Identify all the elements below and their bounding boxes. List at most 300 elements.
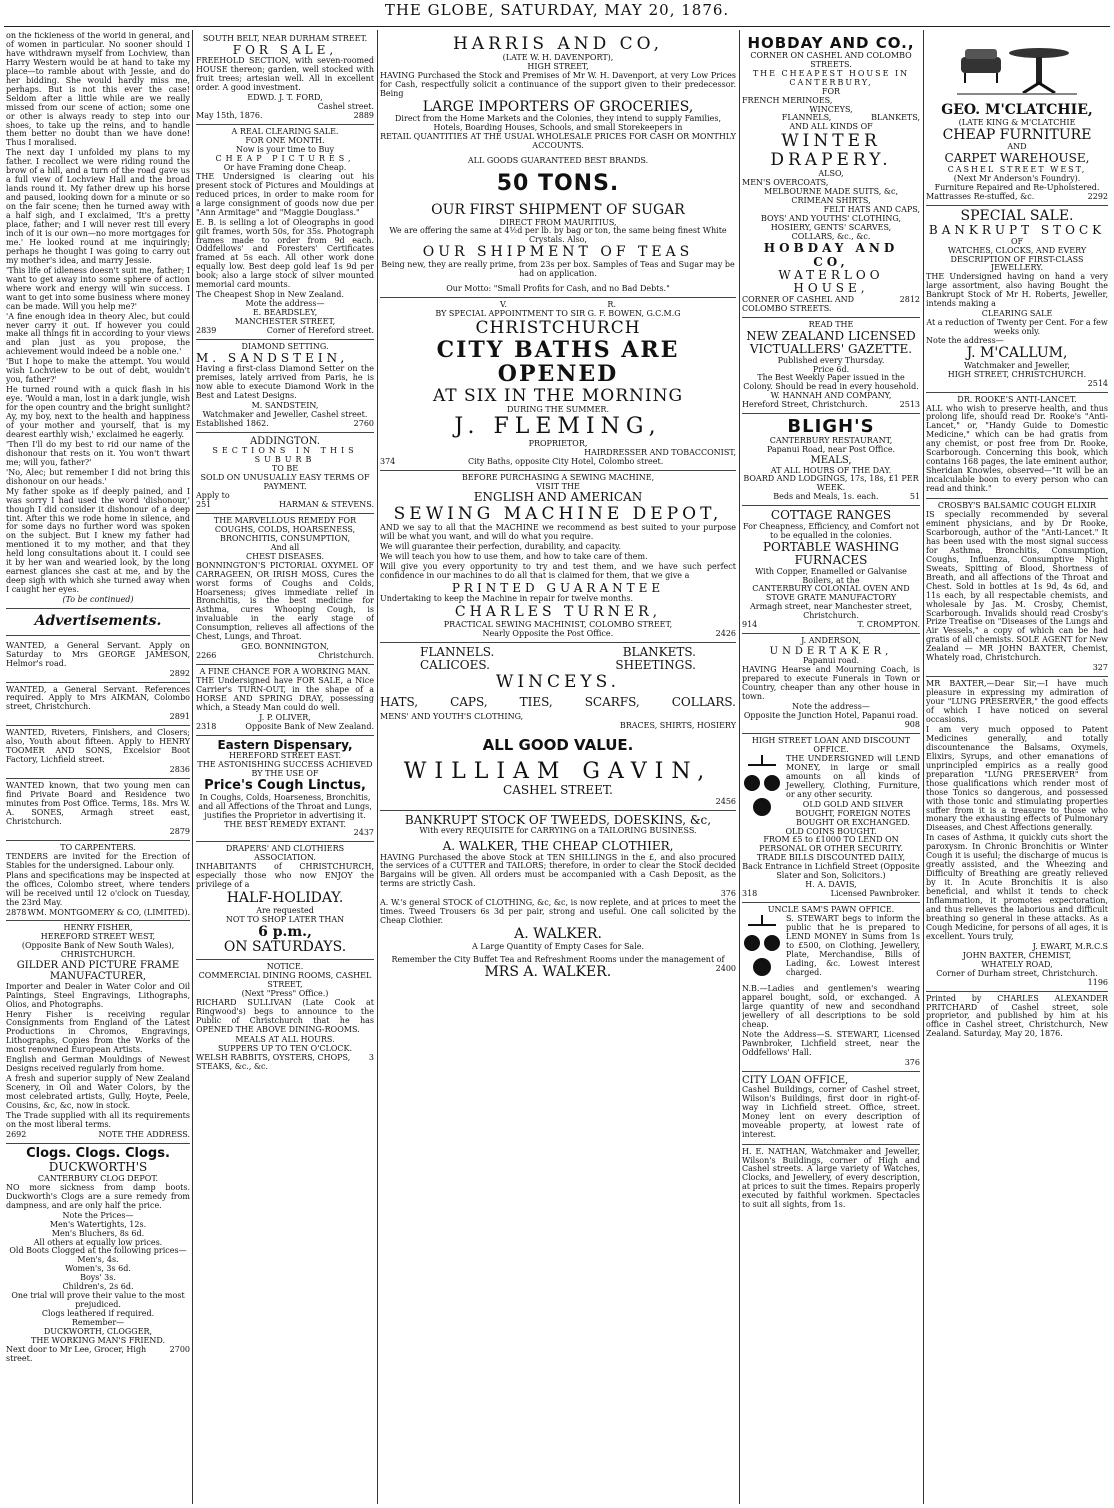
ad-subheading: CANTERBURY RESTAURANT, [769, 436, 893, 446]
ad-text: Price 6d. [812, 364, 850, 374]
ad-signature: EDWD. J. T. FORD, [247, 93, 323, 103]
ad-text: OLD GOLD AND SILVER BOUGHT, FOREIGN NOTES BOUGHT OR EXCHANGED. [795, 799, 911, 827]
ad-number: 908 [904, 720, 920, 730]
ad-drapers-association [196, 842, 374, 960]
ad-heading: DIAMOND SETTING. [241, 341, 329, 351]
ad-number: 2513 [899, 400, 920, 410]
ad-signature: JOHN BAXTER, CHEMIST, [962, 950, 1072, 960]
column-divider [739, 30, 740, 1504]
ad-subheading: LARGE IMPORTERS OF GROCERIES, [422, 98, 694, 115]
ad-text: BOARD AND LODGINGS, 17s, 18s, £1 PER WEEK. [743, 474, 919, 493]
ad-text: BEFORE PURCHASING A SEWING MACHINE, [461, 472, 655, 482]
ad-number: 2437 [353, 828, 374, 838]
ad-number: 251 [196, 499, 212, 509]
ad-text: Will give you every opportunity to try and test them, and we have such perfect confidence in our machines to do all that is claimed for them, that we give a [380, 561, 736, 580]
ad-rookes-anti-lancet [926, 393, 1108, 499]
ad-undertaker [742, 634, 920, 734]
ad-item: TIES, [519, 694, 553, 709]
ad-text: Being new, they are really prime, from 23s per box. Samples of Teas and Sugar may be had on application. [381, 260, 735, 279]
ad-text: THE Undersigned having on hand a very large assortment, also having Bought the Bankrupt Stock of Mr H. Roberts, Jeweller, intends making a [926, 272, 1108, 309]
ad-subheading: PORTABLE WASHING FURNACES [762, 539, 900, 568]
ad-text: S. STEWART begs to inform the public that he is prepared to LEND MONEY in Sums from 1s to £500, on Clothing, Jewellery, Plate, Merchandise, Bills of Lading, &c. Lowest interest charged. [786, 914, 920, 977]
column-2 [196, 32, 374, 1502]
ad-address: HEREFORD STREET EAST. [229, 751, 341, 761]
ad-address: HEREFORD STREET WEST, [40, 932, 156, 942]
ad-number: 2891 [169, 712, 190, 722]
ad-signature: H. A. DAVIS, [805, 880, 857, 890]
story-paragraph: 'But I hope to make the attempt. You would wish Lochview to be out of debt, wouldn't you, father?' [6, 357, 190, 385]
ad-loan-office [742, 734, 920, 903]
ad-nathan-jeweller [742, 1145, 920, 1215]
ad-text: Now is your time to Buy [235, 144, 335, 154]
ad-fine-chance [196, 665, 374, 736]
ad-text: FOR [821, 86, 841, 96]
ad-crosbys-elixir [926, 499, 1108, 677]
ad-signature: J. FLEMING, [454, 414, 662, 440]
ad-text: With every REQUISITE for CARRYING on a TAILORING BUSINESS. [419, 826, 697, 836]
ad-text: Having a first-class Diamond Setter on the premises, lately arrived from Paris, he is now able to execute Diamond Work in the Best and Latest Designs. [196, 364, 374, 401]
ad-number: 914 [742, 620, 758, 630]
ad-sewing-machine-depot [380, 471, 736, 643]
ad-address: Next door to Mr Lee, Grocer, High street. [6, 1344, 147, 1363]
ad-text: Furniture Repaired and Re-Upholstered. [934, 182, 1100, 192]
ad-text: THE BEST REMEDY EXTANT. [224, 819, 346, 829]
ad-text: FREEHOLD SECTION, with seven-roomed HOUSE thereon; garden, well stocked with fruit trees; artesian well. All in excellent order. A good investment. [196, 56, 374, 93]
ad-text: HAVING Purchased the Stock and Premises of Mr W. H. Davenport, at very Low Prices for Cash, respectfully solicit a continuance of the support given to their predecessor. Being [380, 70, 736, 98]
ad-heading: HOBDAY AND CO., [747, 34, 915, 52]
ad-item: MEN'S OVERCOATS, [742, 178, 829, 188]
story-paragraph: on the fickleness of the world in general, and of women in particular. No sooner should I have withdrawn myself from Lochview, than Harry Western would be at hand to take my place—to ramble about with Jessie, and do her bidding. She would hardly miss me, perhaps. But is not this ever the case! Seldom after a little while are we really missed from our scene of action; some one or other is always ready to step into our shoes, to take up the reins, and to handle them better no doubt than we have done! Thus I moralised. [6, 32, 190, 148]
ad-heading: BLIGH'S [787, 416, 875, 438]
ad-text: English and German Mouldings of Newest Designs received regularly from home. [6, 1055, 190, 1074]
ad-text: With Copper, Enamelled or Galvanise Boilers, at the [755, 566, 907, 585]
ad-blighs-restaurant [742, 414, 920, 506]
ad-address: Corner of Hereford street. [266, 326, 374, 336]
ad-motto: Our Motto: "Small Profits for Cash, and no Bad Debts." [446, 283, 670, 293]
ad-heading: UNCLE SAM'S PAWN OFFICE. [767, 905, 895, 915]
pawnbroker-balls-icon [742, 755, 782, 825]
ad-heading: SEWING MACHINE DEPOT, [393, 503, 723, 524]
ad-text: MENS' AND YOUTH'S CLOTHING, [380, 711, 524, 721]
ad-heading: DRAPERS' AND CLOTHIERS ASSOCIATION. [225, 844, 345, 863]
ad-text: In cases of Asthma, it quickly cuts short the paroxysm. In Chronic Bronchitis or Winter Cough it is useful; the discharge of mucus is greatly assisted, and the Wheezing and Difficulty of Breathing are greatly relieved by it. In Acute Bronchitis it is also beneficial, and whilst it tends to check Inflammation, it promotes expectoration, and thus relieves the laborious and difficult breathing so general in these attacks. As a Cough Medicine, for persons of all ages, it is excellent. Yours truly, [926, 833, 1108, 941]
ad-item: CAPS, [450, 694, 488, 709]
ad-number: 318 [742, 889, 758, 899]
ad-text: Beds and Meals, 1s. each. [773, 492, 879, 502]
ad-signature: E. BEARDSLEY, [252, 308, 318, 318]
ad-item: HATS, [380, 694, 419, 709]
ad-bonnington [196, 514, 374, 665]
ad-address: Note the Address—S. STEWART, Licensed Pawnbroker, Lichfield street, near the Oddfellows' Hall. [742, 1029, 920, 1057]
ad-text: DURING THE SUMMER. [507, 405, 609, 415]
ad-subheading: CHRISTCHURCH [475, 317, 641, 338]
ad-address: City Baths, opposite City Hotel, Colombo street. [467, 456, 664, 466]
ad-address: Hereford Street, Christchurch. [742, 400, 868, 410]
ad-subheading: ENGLISH AND AMERICAN [473, 490, 643, 505]
ad-text: E. B. is selling a lot of Oleographs in good gilt frames, worth 50s, for 35s. Photograph frames made to order from 9d each. Oddfellows' and Foresters' Certificates framed at 5s each. All other work done equally low. Best deep gold leaf 1s 9d per book; also a large stock of silver mounted memorial card mounts. [196, 217, 374, 290]
ad-item: MELBOURNE MADE SUITS, &c, [764, 187, 898, 197]
ad-address: CORNER ON CASHEL AND COLOMBO STREETS. [750, 50, 912, 69]
ad-text: THE ASTONISHING SUCCESS ACHIEVED BY THE USE OF [197, 760, 373, 779]
ad-signature: HOBDAY AND CO, [763, 241, 899, 269]
ad-text: ALL who wish to preserve health, and thus prolong life, should read Dr. Rooke's "Anti-Lancet," or, "Handy Guide to Domestic Medicine," which can be had gratis from any chemist, or post free from Dr. Rooke, Scarborough. Concerning this book, which contains 168 pages, the late eminent author, Sheridan Knowles, observed—"It will be an incalculable boon to every person who can read and think." [926, 403, 1108, 494]
ad-subheading: 6 p.m., [258, 923, 312, 940]
column-divider [923, 30, 924, 1504]
ad-text: One trial will prove their value to the most prejudiced. [11, 1291, 185, 1310]
ad-heading: J. ANDERSON, [801, 636, 861, 646]
ad-address: HIGH STREET, [527, 61, 589, 71]
ad-text: BRACES, SHIRTS, HOSIERY [619, 720, 736, 730]
ad-text: Or have Framing done Cheap. [223, 162, 347, 172]
ad-subheading: CHEST DISEASES. [245, 551, 325, 561]
ad-heading: Clogs. Clogs. Clogs. [26, 1145, 170, 1161]
ad-text: Mote the address— [245, 299, 325, 309]
ad-number: 2400 [715, 963, 736, 973]
ad-number: 2839 [196, 326, 217, 336]
ad-note: NOTE THE ADDRESS. [98, 1129, 190, 1139]
ad-text: THE Undersigned have FOR SALE, a Nice Carrier's TURN-OUT, in the shape of a HORSE AND SPRING DRAY, possessing which, a Steady Man could do well. [196, 676, 374, 712]
ad-signature: J. P. OLIVER, [259, 712, 311, 722]
price-item: Men's Bluchers, 8s 6d. [51, 1228, 145, 1238]
ad-text: RETAIL QUANTITIES AT THE USUAL WHOLESALE PRICES FOR CASH OR MONTHLY ACCOUNTS. [380, 132, 736, 151]
ad-subheading: WINCEYS. [495, 671, 621, 692]
story-paragraph: My father spoke as if deeply pained, and I was sorry I had used the word 'dishonour,' though I did consider it dishonour of a deep tint. After this we rode home in silence, and for some days no further word was spoken on the subject. But I knew my father had mentioned it to my mother, and that they held long consultations about it. I could see it by her wan and wearied look, by the long earnest glances she cast at me, and by the deep sigh with which she turned away when I caught her eyes. [6, 486, 190, 595]
ad-address: Papanui road. [802, 656, 860, 666]
ad-text: Importer and Dealer in Water Color and Oil Paintings, Steel Engravings, Lithographs, Olios, and Photographs. [6, 981, 190, 1009]
ad-address: Nearly Opposite the Post Office. [482, 628, 614, 638]
ad-number: 327 [1092, 663, 1108, 673]
imprint-text: Printed by CHARLES ALEXANDER PRITCHARD of Cashel street, sole proprietor, and published by him at his office in Cashel street, Christchurch, New Zealand. Saturday, May 20, 1876. [926, 993, 1108, 1039]
story-paragraph: 'This life of idleness doesn't suit me, father; I want to get away into some sphere of action where work and energy will win success. I want to get into some business where money can be made. Will you help me?' [6, 265, 190, 311]
ad-subheading: M. SANDSTEIN, [196, 350, 349, 365]
ad-text: PROPRIETOR, [528, 438, 588, 448]
ad-subheading: COMMERCIAL DINING ROOMS, CASHEL STREET, [198, 971, 372, 990]
ad-hobday [742, 32, 920, 318]
ad-subheading: 50 TONS. [496, 171, 620, 197]
ad-subheading: ALL GOOD VALUE. [482, 735, 634, 754]
ad-signature: M. SANDSTEIN, [251, 401, 319, 411]
story-paragraph: 'A fine enough idea in theory Alec, but could never carry it out. If however you could make all things fit in according to your views and plan just as you propose, the achievement would indeed be a noble one.' [6, 311, 190, 357]
ad-number: 51 [909, 492, 920, 502]
ad-number: 2889 [353, 111, 374, 121]
ad-text: SOLD ON UNUSUALLY EASY TERMS OF PAYMENT. [200, 473, 370, 492]
ad-address: (Next Mr Anderson's Foundry). [953, 173, 1081, 183]
ad-address: WHATELY ROAD, [981, 959, 1053, 969]
ad-text: In Coughs, Colds, Hoarseness, Bronchitis, and all Affections of the Throat and Lungs, justifies the Proprietor in advertising it. [198, 792, 372, 820]
ad-subheading: OUR FIRST SHIPMENT OF SUGAR [431, 201, 685, 218]
ad-text: (LATE W. H. DAVENPORT), [502, 53, 614, 63]
ad-text: We will teach you how to use them, and how to take care of them. [380, 551, 648, 561]
ad-signature: HARMAN & STEVENS. [279, 499, 374, 509]
ad-subheading: THE CHEAPEST HOUSE IN CANTERBURY, [752, 68, 910, 87]
ad-william-gavin [380, 643, 736, 811]
ad-text: FROM £5 to £1000 TO LEND ON PERSONAL OR OTHER SECURITY. [759, 835, 903, 854]
ad-heading: CROSBY'S BALSAMIC COUGH ELIXIR [937, 501, 1097, 511]
ad-heading: BANKRUPT STOCK OF TWEEDS, DOESKINS, &c, [404, 812, 712, 827]
ad-subheading: MEALS, [810, 455, 852, 467]
ad-text: Are requested [256, 905, 314, 915]
printers-imprint [926, 992, 1108, 1040]
ad-text: Mattrasses Re-stuffed, &c. [926, 191, 1035, 201]
ad-item: FLANNELS. [420, 644, 495, 659]
ad-heading: CITY LOAN OFFICE, [742, 1074, 849, 1086]
ad-number: 2892 [169, 668, 190, 678]
ad-address: CASHEL STREET. [503, 783, 613, 798]
ad-text: HAVING Hearse and Mourning Coach, is prepared to execute Funerals in Town or Country, cheaper than any other house in town. [742, 665, 920, 702]
ad-subheading: CANTERBURY CLOG DEPOT. [37, 1173, 159, 1183]
ad-address: Opposite Bank of New Zealand. [245, 721, 374, 731]
ad-text: OF [1010, 236, 1024, 246]
ad-heading: A REAL CLEARING SALE. [231, 127, 339, 137]
ad-text: At a reduction of Twenty per Cent. For a few weeks only. [926, 318, 1108, 337]
story-paragraph: He turned round with a quick flash in his eye. 'Would a man, lost in a dark jungle, wish for the open country and the bright sunlight? Ay, my boy, next to the health and happiness of your mother and yourself, that is my dearest earthly wish,' exclaimed he eagerly. [6, 385, 190, 439]
ad-subheading: OUR SHIPMENT OF TEAS [422, 244, 694, 261]
ad-text: TRADE BILLS DISCOUNTED DAILY, [756, 853, 906, 863]
ad-address: CHRISTCHURCH. [60, 950, 136, 960]
ad-baxter-lung-preserver [926, 677, 1108, 991]
ad-text: THE UNDERSIGNED will LEND MONEY, in large or small amounts on all kinds of Jewellery, Clothing, Furniture, or any other security. [786, 753, 920, 799]
ad-signature: A. WALKER. [514, 926, 602, 943]
ad-heading: HENRY FISHER, [63, 923, 133, 933]
ad-text: SUPPERS UP TO TEN O'CLOCK. [217, 1043, 353, 1053]
ad-item: BLANKETS. [622, 644, 696, 659]
ad-text: WATCHES, CLOCKS, AND EVERY DESCRIPTION OF FIRST-CLASS JEWELLERY. [947, 245, 1087, 273]
ad-number: 1196 [1087, 977, 1108, 987]
price-item: All others at equally low prices. [33, 1237, 163, 1247]
ad-address: MANCHESTER STREET, [234, 317, 336, 327]
ad-text: MEALS AT ALL HOURS. [235, 1034, 335, 1044]
ad-uncle-sams [742, 903, 920, 1072]
ad-harris-and-co [380, 32, 736, 298]
ad-text: A. W.'s general STOCK of CLOTHING, &c, &c, is now replete, and at prices to meet the times. Tweed Trousers 6s 3d per pair, strong and useful. One call solicited by the Cheap Clothier. [380, 898, 736, 926]
ad-text: BONNINGTON'S PICTORIAL OXYMEL OF CARRAGEEN, OR IRISH MOSS, Cures the worst forms of Coughs and Colds, Hoarseness; gives immediate relief in Bronchitis, is the best medicine for Asthma, cures Whooping Cough, is invaluable in the early stage of Consumption, relieves all affections of the Chest, Lungs, and Throat. [196, 560, 374, 642]
ad-number: 376 [904, 1057, 920, 1067]
ad-number: 2700 [169, 1344, 190, 1354]
ad-text: Established 1862. [196, 419, 269, 429]
ad-item: CRIMEAN SHIRTS, [791, 196, 871, 206]
ad-heading: GEO. M'CLATCHIE, [941, 102, 1093, 118]
column-divider [377, 30, 378, 1504]
ad-text: OLD COINS BOUGHT. [785, 826, 877, 836]
ad-text: A Large Quantity of Empty Cases for Sale. [471, 941, 645, 951]
ad-heading: CITY BATHS ARE OPENED [436, 336, 680, 388]
ad-text: WANTED, Riveters, Finishers, and Closers; also, Youth about fifteen. Apply to HENRY TOOMER AND SONS, Excelsior Boot Factory, Lichfield street. [6, 728, 190, 765]
ad-address: Papanui Road, near Post Office. [766, 445, 896, 455]
ad-number: 2426 [715, 628, 736, 638]
ad-address: Christchurch. [318, 651, 374, 661]
ad-text: Remember the City Buffet Tea and Refreshment Rooms under the management of [391, 954, 725, 964]
ad-text: ALSO, [818, 169, 844, 179]
ad-subheading: FOR SALE, [232, 42, 338, 57]
ad-mclatchie [926, 32, 1108, 206]
ad-text: BY SPECIAL APPOINTMENT TO SIR G. F. BOWEN, G.C.M.G [435, 308, 681, 318]
ad-text: We will guarantee their perfection, durability, and capacity. [380, 541, 622, 551]
ad-text: The Best Weekly Paper issued in the Colony. Should be read in every household. [743, 373, 919, 392]
ad-text: Clogs leathered if required. [41, 1309, 155, 1319]
ad-number: 2456 [715, 796, 736, 806]
ad-signature: WM. MONTGOMERY & CO, (LIMITED). [27, 907, 190, 917]
ad-city-baths [380, 298, 736, 471]
ad-number: 2692 [6, 1129, 27, 1139]
ad-signature: J. M'CALLUM, [966, 345, 1068, 362]
ad-eastern-dispensary [196, 736, 374, 843]
column-divider [192, 30, 193, 1504]
ad-subheading: CHEAP FURNITURE [942, 126, 1092, 143]
ad-heading: TO CARPENTERS. [60, 842, 136, 852]
ad-heading: ADDINGTON. [249, 436, 321, 448]
masthead-rule [4, 26, 1110, 27]
ad-item: COLLARS. [671, 694, 736, 709]
story-paragraph: 'Then I'll do my best to rid our name of the dishonour that rests on it. You won't thwart me; will you, father?' [6, 439, 190, 467]
ad-number: 2266 [196, 651, 217, 661]
ad-cottage-ranges [742, 506, 920, 634]
column-5 [926, 32, 1108, 1502]
ad-subheading: CHEAP PICTURES, [215, 153, 355, 163]
ad-text: The Trade supplied with all its requirements on the most liberal terms. [6, 1110, 190, 1129]
ad-text: TO BE [271, 464, 299, 474]
ad-text: Undertaking to keep the Machine in repair for twelve months. [380, 594, 634, 604]
ad-subheading: WINTER DRAPERY. [770, 131, 892, 171]
ad-heading: THE MARVELLOUS REMEDY FOR COUGHS, COLDS, HOARSENESS, BRONCHITIS, CONSUMPTION, [213, 515, 357, 543]
ad-number: 2760 [353, 419, 374, 429]
furniture-illustration [957, 39, 1077, 99]
ad-text: (Next "Press" Office.) [241, 988, 329, 998]
ad-text: Note the Prices— [62, 1210, 134, 1220]
advertisements-heading: Advertisements. [34, 613, 162, 630]
ad-number: 376 [720, 889, 736, 899]
ad-subheading: AT SIX IN THE MORNING [432, 386, 684, 407]
ad-signature: MRS A. WALKER. [484, 963, 612, 980]
ad-text: Henry Fisher is receiving regular Consignments from England of the Latest Productions in Chromos, Engravings, Lithographs, Copies from the Works of the most renowned European Artists. [6, 1009, 190, 1055]
ad-text: N.B.—Ladies and gentlemen's wearing apparel bought, sold, or exchanged. A large quantity of new and secondhand jewellery of all descriptions to be sold cheap. [742, 984, 920, 1029]
ad-text: SECTIONS IN THIS SUBURB [212, 446, 358, 465]
ad-subheading: DUCKWORTH'S [48, 1160, 148, 1175]
ad-item: FLANNELS, [781, 113, 832, 123]
ad-signature: DUCKWORTH, CLOGGER, [43, 1327, 153, 1337]
ad-item: CALICOES. [420, 658, 490, 673]
ad-text: Published every Thursday. [777, 355, 885, 365]
ad-subheading: BANKRUPT STOCK [928, 223, 1106, 238]
ad-text: AND ALL KINDS OF [789, 122, 873, 132]
ad-text: Old Boots Clogged at the following prices— [9, 1246, 187, 1256]
royal-cipher-r: R. [607, 299, 616, 309]
ad-text: AT ALL HOURS OF THE DAY. [770, 465, 892, 475]
ad-subheading: A. WALKER, THE CHEAP CLOTHIER, [442, 839, 674, 854]
ad-text: NOT TO SHOP LATER THAN [225, 914, 345, 924]
ad-heading: SPECIAL SALE. [960, 207, 1074, 224]
ad-heading: NEW ZEALAND LICENSED [746, 328, 916, 343]
ad-text: Note the address— [792, 702, 870, 712]
ad-address: CASHEL STREET WEST, [947, 164, 1087, 174]
ad-general-servant [6, 639, 190, 683]
ad-text: ALL GOODS GUARANTEED BEST BRANDS. [467, 156, 649, 166]
ad-general-servant-2 [6, 683, 190, 727]
ad-number: 374 [380, 456, 396, 466]
ad-address: Opposite the Junction Hotel, Papanui road. [743, 711, 919, 721]
ad-text: WANTED known, that two young men can find Private Board and Residence two minutes from Post Office. Terms, 18s. Mrs W. A. SONES, Armagh street east, Christchurch. [6, 781, 190, 826]
ad-address: Cashel street. [317, 102, 374, 112]
ad-item: FRENCH MERINOES, [742, 95, 833, 105]
ad-address: CORNER OF CASHEL AND COLOMBO STREETS. [742, 294, 855, 313]
ad-henry-fisher [6, 921, 190, 1143]
ad-address: HIGH STREET, CHRISTCHURCH. [947, 369, 1087, 379]
ad-subheading: HALF-HOLIDAY. [226, 890, 344, 907]
ad-number: 2292 [1087, 191, 1108, 201]
ad-text: A fresh and superior supply of New Zealand Scenery, in Oil and Water Colors, by the most celebrated artists, Gully, Hoyte, Peele, Cousins, &c, &c, now in stock. [6, 1074, 190, 1111]
ad-south-belt [196, 32, 374, 125]
ad-diamond-setting [196, 340, 374, 433]
ad-city-loan [742, 1072, 920, 1145]
ad-heading: VICTUALLERS' GAZETTE. [749, 342, 913, 357]
serial-story [6, 32, 190, 605]
ad-item: FELT HATS AND CAPS, [823, 205, 920, 215]
price-item: Boys' 3s. [80, 1273, 116, 1283]
ad-text: MR BAXTER,—Dear Sir,—I have much pleasure in expressing my admiration of your "LUNG PRESERVER," the good effects of which I have noticed on several occasions. [926, 679, 1108, 724]
ad-subheading: FOR ONE MONTH. [245, 136, 325, 146]
ad-item: COLLARS, &c., &c. [791, 232, 871, 242]
ad-board-residence [6, 779, 190, 841]
ad-notice-dining-rooms [196, 960, 374, 1074]
masthead: THE GLOBE, SATURDAY, MAY 20, 1876. [384, 1, 730, 19]
column-4 [742, 32, 920, 1502]
ad-text: We are offering the same at 4½d per lb. by bag or ton, the same being finest White Crystals. Also, [389, 226, 727, 245]
ad-number: 3 [368, 1052, 374, 1062]
ad-address: Corner of Durham street, Christchurch. [936, 968, 1098, 978]
ad-text: Cashel Buildings, corner of Cashel street, Wilson's Buildings, first door in right-of-way in Lichfield street. Office, street. Money lent on every description of moveable property, at lowest rate of interest. [742, 1084, 920, 1139]
ad-item: SCARFS, [584, 694, 640, 709]
ad-riveters [6, 726, 190, 779]
ad-text: Plans and specifications may be inspected at the offices, Colombo street, where tenders will be received until 12 o'clock on Tuesday, the 23rd May. [6, 870, 190, 907]
ad-address: PRACTICAL SEWING MACHINIST, COLOMBO STREET, [443, 619, 673, 629]
pawnbroker-balls-icon [742, 915, 782, 985]
ad-heading: HARRIS AND CO, [452, 34, 663, 54]
column-1 [6, 32, 190, 1502]
ad-text: INHABITANTS of CHRISTCHURCH, especially those who now ENJOY the privilege of a [196, 862, 374, 890]
ad-heading: NOTICE. [266, 962, 304, 972]
ad-subheading: GILDER AND PICTURE FRAME MANUFACTURER, [16, 960, 180, 983]
ad-heading: HIGH STREET LOAN AND DISCOUNT OFFICE. [751, 735, 911, 754]
ad-text: WANTED, a General Servant. Apply on Saturday to Mrs GEORGE JAMESON, Helmor's road. [6, 640, 190, 668]
ad-text: READ THE [808, 319, 854, 329]
ad-text: (LATE KING & M'CLATCHIE [958, 117, 1076, 127]
ad-item: WINCEYS, [809, 104, 853, 114]
story-paragraph: 'No, Alec; but remember I did not bring this dishonour on our heads.' [6, 467, 190, 486]
ad-text: Apply to [196, 491, 230, 500]
ad-text: HAIRDRESSER AND TOBACCONIST, [584, 447, 736, 457]
ad-subheading: PRINTED GUARANTEE [451, 580, 665, 595]
ad-number: 2514 [1087, 378, 1108, 388]
ad-text: DIRECT FROM MAURITIUS, [499, 217, 617, 227]
ad-text: WELSH RABBITS, OYSTERS, CHOPS, STEAKS, &c., &c. [196, 1052, 351, 1071]
ad-signature: GEO. BONNINGTON, [241, 642, 329, 652]
story-paragraph: The next day I unfolded my plans to my father. I recollect we were riding round the brow of a hill, and a turn of the road gave us a full view of Lochview Hall and the broad lands round it. My father drew up his horse and paused, looking down for a minute or so on the fair scene; then he turned away with a half sigh, and I exclaimed, 'It's a pretty place, father; and I will never rest till every inch of it is our own—no more mortgages for me.' He looked round at me inquiringly; perhaps he thought I was going to carry out my mother's idea, and marry Jessie. [6, 148, 190, 265]
ad-victuallers-gazette [742, 318, 920, 415]
ad-number: 2836 [169, 765, 190, 775]
ad-text: I am very much opposed to Patent Medicines generally, and totally discountenance the Balsams, Oxymels, Elixirs, Syrups, and other emanations of unprincipled empirics as a really good preparation "LUNG PRESERVER" from those qualifications which render most of those Tonics so dangerous, and possessed with those tonic and stimulating properties suffer from it is a treasure to those who monary the exhausting effects of Pulmonary Diseases, and Chest Affections generally. [926, 724, 1108, 833]
ad-item: BLANKETS, [871, 113, 920, 123]
ad-text: H. E. NATHAN, Watchmaker and Jeweller, Wilson's Buildings, corner of High and Cashel streets. A large variety of Watches, Clocks, and Jewellery, of every description, at prices to suit the times. Repairs properly executed by faithful workmen. Spectacles to suit all sights, from 1s. [742, 1146, 920, 1210]
ad-heading: A FINE CHANCE FOR A WORKING MAN. [199, 667, 371, 677]
ad-text: Licensed Pawnbroker. [830, 889, 920, 899]
ad-text: The Cheapest Shop in New Zealand. [196, 290, 344, 300]
ad-number: 2879 [169, 826, 190, 836]
ad-duckworth-clogs [6, 1144, 190, 1367]
ad-text: THE Undersigned is clearing out his present stock of Pictures and Mouldings at reduced prices, in order to make room for a large consignment of goods now due per "Ann Armitage" and "Maggie Douglass." [196, 171, 374, 217]
ad-number: 2878 [6, 907, 27, 917]
ad-text: AND [1007, 142, 1027, 152]
ad-text: AND we say to all that the MACHINE we recommend as best suited to your purpose will be what you want, and will do what you require. [380, 522, 736, 541]
ad-text: Direct from the Home Markets and the Colonies, they intend to supply Families, Hotels, Boarding Houses, Schools, and small Storekeepers in [395, 114, 721, 133]
